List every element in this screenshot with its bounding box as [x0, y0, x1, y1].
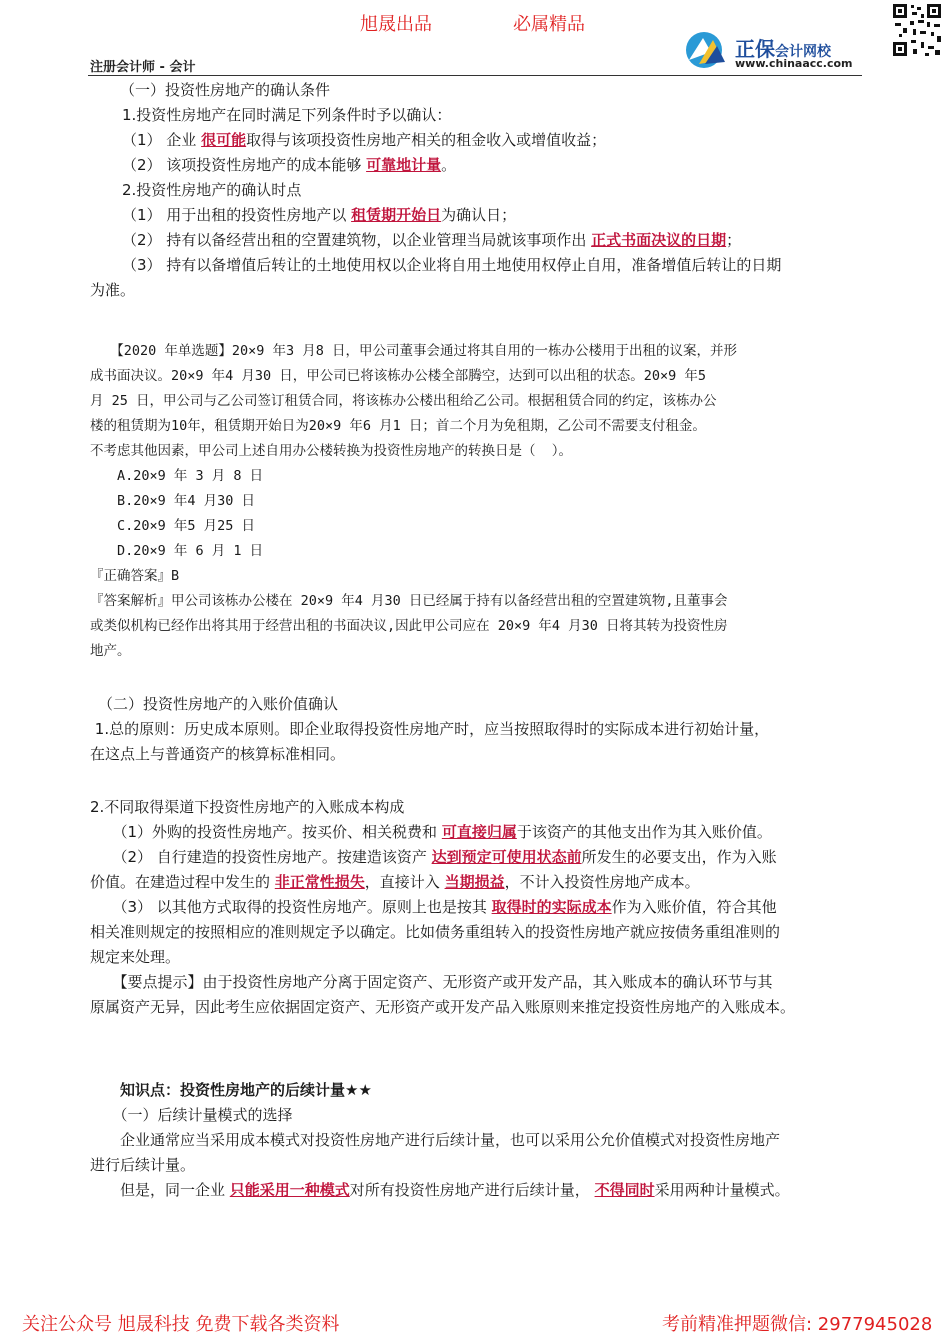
channel-1: [90, 820, 862, 845]
recognition-time-title: 2.投资性房地产的确认时点: [122, 181, 302, 199]
channel-2: [90, 845, 862, 870]
option-c: C.20×9 年5 月25 日: [90, 518, 256, 534]
valuation-principle-cont: 在这点上与普通资产的核算标准相同。: [90, 745, 346, 763]
text: 采用两种计量模式。: [654, 1181, 790, 1199]
text: （2） 持有以备经营出租的空置建筑物，以企业管理当局就该事项作出: [122, 231, 592, 249]
text: 取得与该项投资性房地产相关的租金收入或增值收益；: [246, 131, 607, 149]
logo-name-main: 正保: [735, 37, 775, 61]
channel-3-cont: 相关准则规定的按照相应的准则规定予以确定。比如债务重组转入的投资性房地产就应按债务重组准则的: [90, 923, 781, 941]
highlight-text: 只能采用一种模式: [229, 1181, 350, 1199]
question-stem: 不考虑其他因素，甲公司上述自用办公楼转换为投资性房地产的转换日是（ ）。: [90, 443, 573, 459]
highlight-text: 达到预定可使用状态前: [431, 848, 582, 866]
recognition-time-1: [90, 203, 862, 228]
spacer: [90, 664, 862, 692]
question-stem: 月 25 日，甲公司与乙公司签订租赁合同，将该栋办公楼出租给乙公司。根据租赁合同的约定，该栋办公: [90, 393, 717, 409]
key-point-tip-cont: 原属资产无异，因此考生应依据固定资产、无形资产或开发产品入账原则来推定投资性房地产的入账成本。: [90, 998, 796, 1016]
highlight-text: 取得时的实际成本: [491, 898, 612, 916]
highlight-text: 可靠地计量: [366, 156, 442, 174]
logo-url: www.chinaacc.com: [735, 57, 853, 70]
header-divider: [88, 75, 862, 76]
text: 但是，同一企业: [90, 1181, 230, 1199]
text: 为确认日；: [441, 206, 517, 224]
highlight-text: 很可能: [201, 131, 247, 149]
valuation-principle: 1.总的原则：历史成本原则。即企业取得投资性房地产时，应当按照取得时的实际成本进行初始计量，: [90, 720, 770, 738]
answer-analysis: 『答案解析』甲公司该栋办公楼在 20×9 年4 月30 日已经属于持有以备经营出租的空置建筑物,且董事会: [90, 593, 728, 609]
highlight-text: 当期损益: [444, 873, 505, 891]
text: 所发生的必要支出，作为入账: [581, 848, 777, 866]
footer-promo-left: 关注公众号 旭晟科技 免费下载各类资料: [22, 1314, 340, 1335]
text: 价值。在建造过程中发生的: [90, 873, 275, 891]
text: （2） 自行建造的投资性房地产。按建造该资产: [90, 848, 432, 866]
highlight-text: 正式书面决议的日期: [591, 231, 727, 249]
highlight-text: 可直接归属: [441, 823, 517, 841]
text: （2） 该项投资性房地产的成本能够: [122, 156, 367, 174]
channel-3: [90, 895, 862, 920]
text: （1） 用于出租的投资性房地产以: [122, 206, 352, 224]
option-a: A.20×9 年 3 月 8 日: [90, 468, 264, 484]
subsequent-paragraph: 企业通常应当采用成本模式对投资性房地产进行后续计量，也可以采用公允价值模式对投资性房地产: [90, 1131, 781, 1149]
chinaacc-logo[interactable]: [683, 30, 863, 74]
recognition-cond-1: [90, 128, 862, 153]
text: 作为入账价值，符合其他: [611, 898, 777, 916]
option-b: B.20×9 年4 月30 日: [90, 493, 256, 509]
document-body: [90, 78, 862, 1203]
question-stem: 【2020 年单选题】20×9 年3 月8 日，甲公司董事会通过将其自用的一栋办公楼用于出租的议案，并形: [90, 343, 738, 359]
option-d: D.20×9 年 6 月 1 日: [90, 543, 264, 559]
recognition-cond-title: 1.投资性房地产在同时满足下列条件时予以确认：: [122, 106, 452, 124]
recognition-time-2: [90, 228, 862, 253]
text: ；: [726, 231, 742, 249]
text: ，不计入投资性房地产成本。: [504, 873, 700, 891]
text: 于该资产的其他支出作为其入账价值。: [516, 823, 772, 841]
answer-analysis: 地产。: [90, 643, 131, 659]
correct-answer: 『正确答案』B: [90, 568, 180, 584]
text: 对所有投资性房地产进行后续计量，: [349, 1181, 595, 1199]
qr-code-icon: [891, 2, 943, 58]
course-title: 注册会计师 - 会计: [90, 60, 196, 75]
footer-promo-right: 考前精准押题微信: 2977945028: [662, 1314, 933, 1335]
knowledge-point-heading: 知识点：投资性房地产的后续计量★★: [90, 1081, 372, 1099]
question-stem: 楼的租赁期为10年，租赁期开始日为20×9 年6 月1 日；首二个月为免租期，乙公司不需要支付租金。: [90, 418, 706, 434]
header-slogan-right: 必属精品: [513, 14, 585, 35]
spacer: [90, 1056, 862, 1078]
text: （3） 以其他方式取得的投资性房地产。原则上也是按其: [90, 898, 492, 916]
subsequent-title: （一）后续计量模式的选择: [90, 1106, 293, 1124]
text: （1） 企业: [122, 131, 202, 149]
highlight-text: 不得同时: [594, 1181, 655, 1199]
highlight-text: 非正常性损失: [274, 873, 365, 891]
logo-name-sub: 会计网校: [775, 44, 831, 60]
spacer: [90, 1020, 862, 1056]
recognition-time-3-cont: 为准。: [90, 281, 136, 299]
channel-2-cont: [90, 870, 862, 895]
spacer: [90, 303, 862, 339]
valuation-title: （二）投资性房地产的入账价值确认: [98, 695, 339, 713]
recognition-time-3: （3） 持有以备增值后转让的土地使用权以企业将自用土地使用权停止自用，准备增值后转让的日期: [122, 256, 782, 274]
answer-analysis: 或类似机构已经作出将其用于经营出租的书面决议,因此甲公司应在 20×9 年4 月30 日将其转为投资性房: [90, 618, 728, 634]
text: （1）外购的投资性房地产。按买价、相关税费和: [90, 823, 442, 841]
recognition-cond-2: [90, 153, 862, 178]
subsequent-paragraph-2: [90, 1178, 862, 1203]
channel-3-cont: 规定来处理。: [90, 948, 181, 966]
text: ，直接计入: [364, 873, 445, 891]
subsequent-paragraph-cont: 进行后续计量。: [90, 1156, 196, 1174]
spacer: [90, 767, 862, 795]
key-point-tip: 【要点提示】由于投资性房地产分离于固定资产、无形资产或开发产品，其入账成本的确认环节与其: [90, 973, 773, 991]
recognition-title: （一）投资性房地产的确认条件: [120, 81, 331, 99]
header-slogan-left: 旭晟出品: [360, 14, 432, 35]
text: 。: [441, 156, 457, 174]
logo-mark-icon: [683, 30, 729, 70]
question-stem: 成书面决议。20×9 年4 月30 日，甲公司已将该栋办公楼全部腾空，达到可以出租的状态。20×9 年5: [90, 368, 707, 384]
valuation-channels-title: 2.不同取得渠道下投资性房地产的入账成本构成: [90, 798, 405, 816]
highlight-text: 租赁期开始日: [351, 206, 442, 224]
